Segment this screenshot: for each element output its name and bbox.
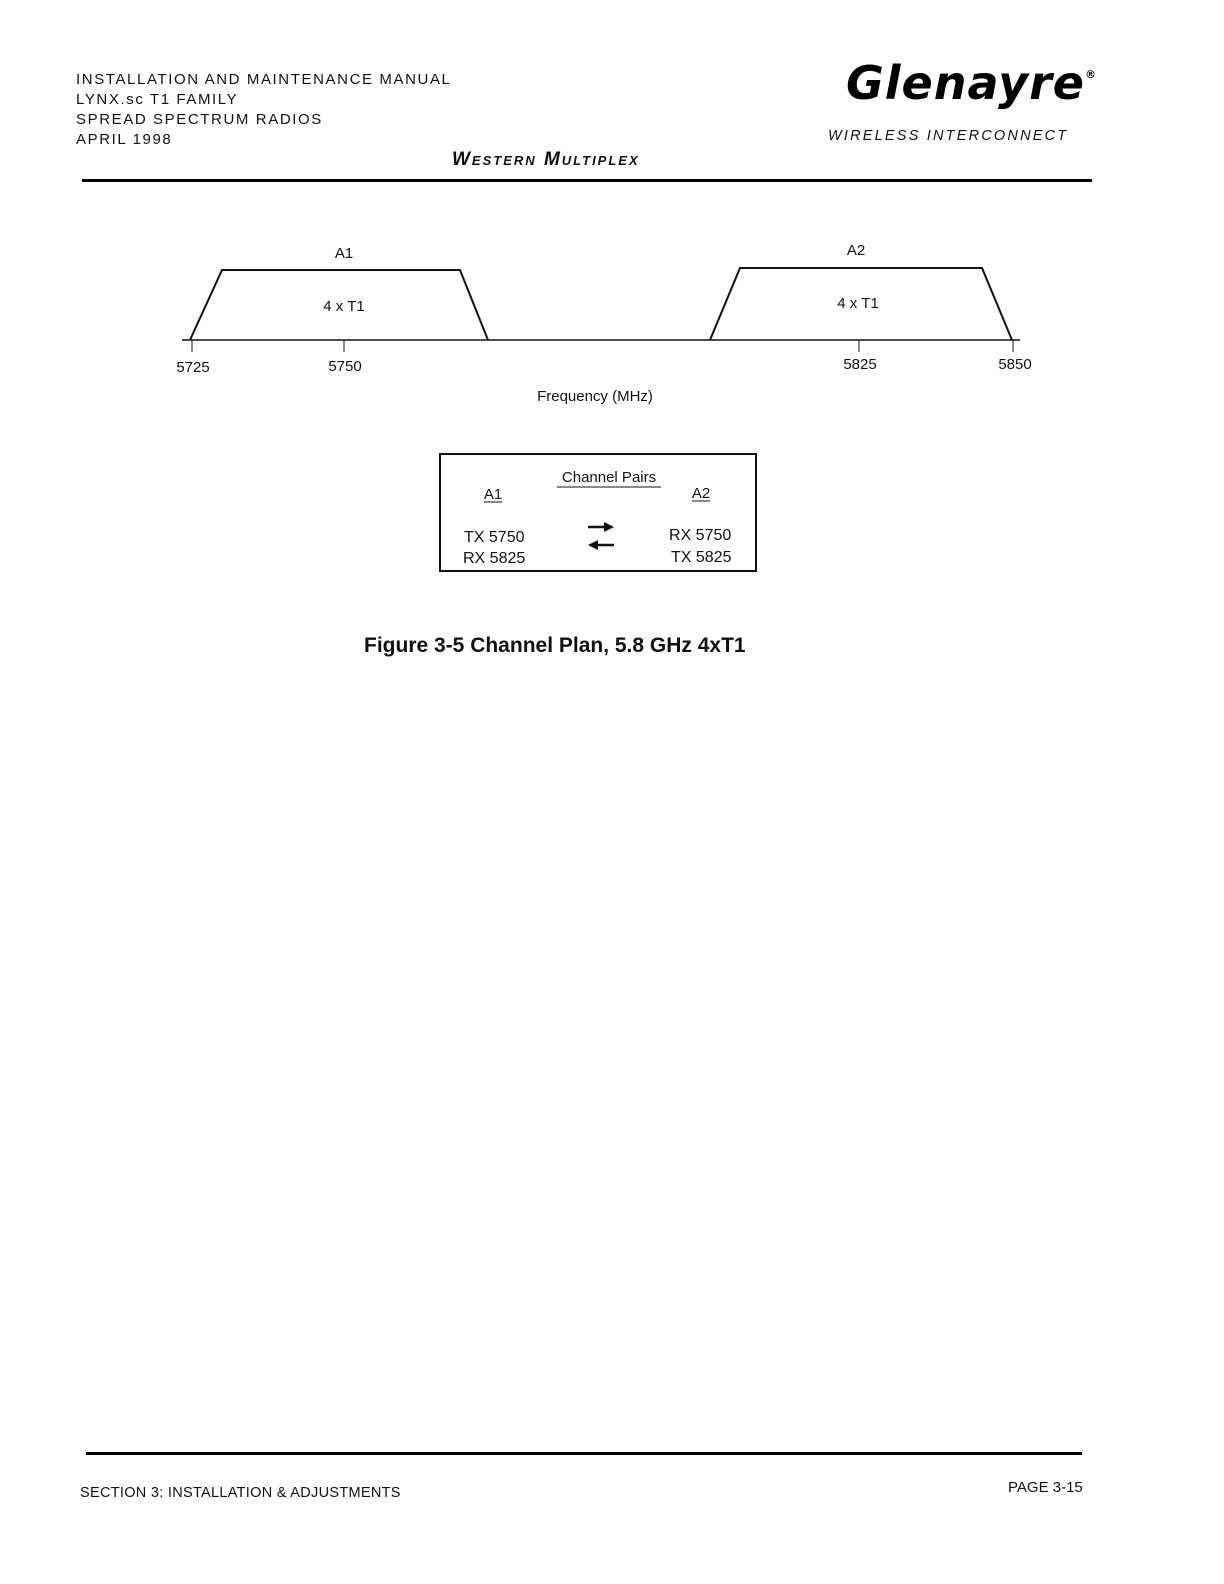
tick-label: 5825 <box>843 356 877 373</box>
left-arrow-icon <box>588 540 614 550</box>
channel-pairs-title: Channel Pairs <box>561 469 657 486</box>
footer-section: SECTION 3: INSTALLATION & ADJUSTMENTS <box>80 1485 401 1501</box>
header-line: APRIL 1998 <box>76 131 173 148</box>
band-a2-label: 4 x T1 <box>837 295 879 312</box>
channel-plan-diagram <box>0 0 1224 700</box>
registered-mark: ® <box>1084 68 1097 81</box>
column-a2-header: A2 <box>691 485 711 502</box>
band-a1-label: 4 x T1 <box>323 298 365 315</box>
band-a1-name: A1 <box>334 245 354 262</box>
logo-text: Glenayre <box>846 56 1085 110</box>
logo-tagline: WIRELESS INTERCONNECT <box>828 128 1069 144</box>
header-line: LYNX.sc T1 FAMILY <box>76 91 239 108</box>
footer-divider <box>86 1452 1082 1455</box>
a2-row: RX 5750 <box>669 527 732 544</box>
header-line: SPREAD SPECTRUM RADIOS <box>76 111 323 128</box>
column-a1-header: A1 <box>483 486 503 503</box>
figure-caption: Figure 3-5 Channel Plan, 5.8 GHz 4xT1 <box>364 634 746 657</box>
footer-page-number: PAGE 3-15 <box>1008 1479 1083 1496</box>
tick-label: 5750 <box>328 358 362 375</box>
right-arrow-icon <box>588 522 614 532</box>
a1-row: TX 5750 <box>464 529 525 546</box>
company-name: Western Multiplex <box>452 149 640 170</box>
axis-label: Frequency (MHz) <box>537 388 653 405</box>
band-a2-name: A2 <box>846 242 866 259</box>
tick-label: 5850 <box>998 356 1032 373</box>
a1-row: RX 5825 <box>463 550 526 567</box>
header-line: INSTALLATION AND MAINTENANCE MANUAL <box>76 71 452 88</box>
a2-row: TX 5825 <box>671 549 732 566</box>
tick-label: 5725 <box>176 359 210 376</box>
